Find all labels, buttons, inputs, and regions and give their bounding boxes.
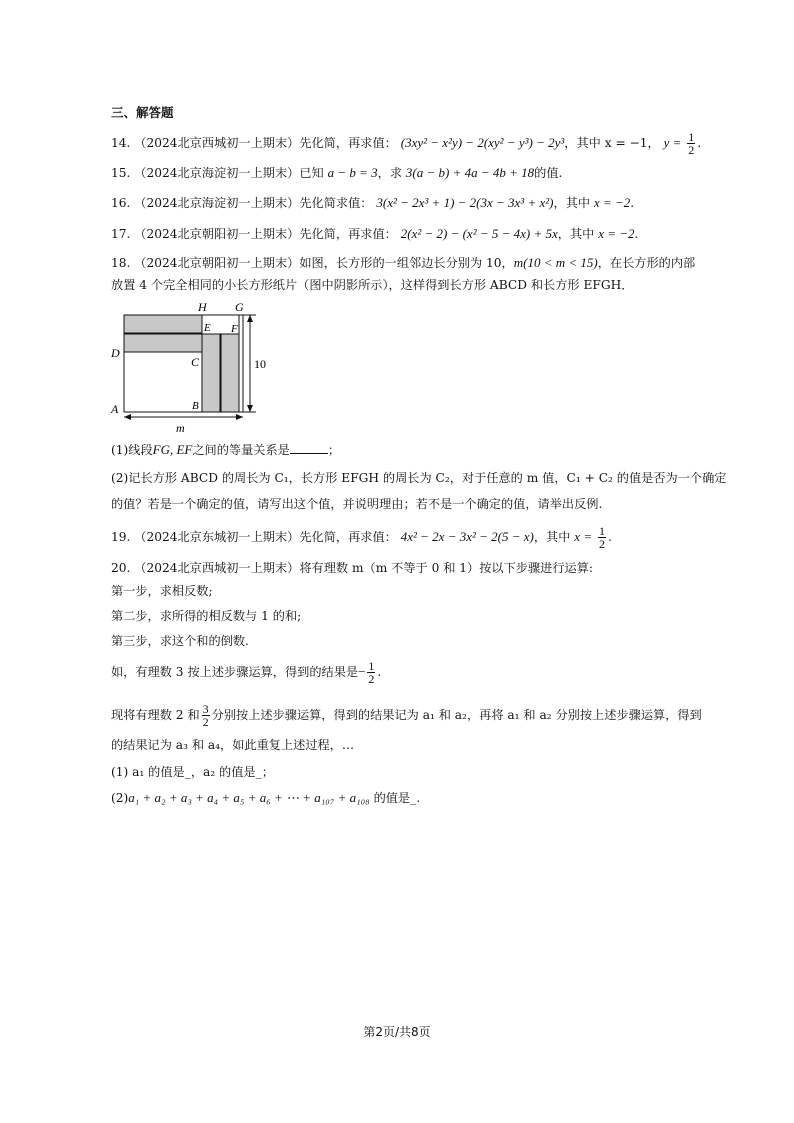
q20-number: 20. <box>111 561 131 575</box>
q15-text-2: ，求 <box>377 166 403 180</box>
q14-expression: (3xy² − x²y) − 2(xy² − y³) − 2y³ <box>400 135 565 150</box>
q20-now: 现将有理数 2 和 $\frac{3}{2}$ 分别按上述步骤运算，得到的结果记为 a₁ 和 a₂，再将 a₁ 和 a₂ 分别按上述步骤运算，得到 <box>111 702 702 729</box>
horizontal-strip-bottom <box>124 334 202 352</box>
label-side-m: m <box>176 421 185 435</box>
q18-part1-text: (1)线段 <box>111 443 153 457</box>
question-14 <box>111 131 701 156</box>
label-C: C <box>191 355 200 369</box>
q14-cond-y: y = <box>663 135 682 150</box>
q19-fraction: $\frac{1}{2}$ <box>598 524 605 551</box>
label-F: F <box>231 323 238 335</box>
section-title: 三、解答题 <box>111 105 174 120</box>
q15-expression-2: 3(a − b) + 4a − 4b + 18 <box>405 165 535 180</box>
question-20 <box>111 559 593 577</box>
arrow-down <box>247 405 253 412</box>
q18-line-2: 放置 4 个完全相同的小长方形纸片（图中阴影所示），这样得到长方形 ABCD 和长方形 EFGH． <box>111 278 634 292</box>
q20-now-line-2: 的结果记为 a₃ 和 a₄，如此重复上述过程，… <box>111 738 355 752</box>
q17-source: （2024北京朝阳初一上期末） <box>134 227 300 241</box>
q20-step-1: 第一步，求相反数; <box>111 584 213 598</box>
q16-number: 16. <box>111 196 131 210</box>
q20-source: （2024北京西城初一上期末） <box>134 561 300 575</box>
q18-part-2-line-1: (2)记长方形 ABCD 的周长为 C₁，长方形 EFGH 的周长为 C₂，对于任意的 m 值，C₁ + C₂ 的值是否为一个确定 <box>111 471 727 485</box>
q15-number: 15. <box>111 166 131 180</box>
q20-text: 将有理数 m（m 不等于 0 和 1）按以下步骤进行运算: <box>299 561 594 575</box>
question-19: 19. （2024北京东城初一上期末）先化简，再求值： 4x² − 2x − 3x² − 2(5 − x)，其中 x = $\frac{1}{2}$ . <box>111 524 612 551</box>
q18-text-2: ，在长方形的内部 <box>597 256 696 270</box>
label-G: G <box>235 300 244 314</box>
answer-blank[interactable] <box>290 441 328 454</box>
vertical-strip-right <box>221 334 239 412</box>
q17-text: 先化简，再求值： <box>299 227 397 241</box>
label-H: H <box>198 300 207 314</box>
question-17 <box>111 225 638 243</box>
q17-condition: ，其中 <box>557 227 595 241</box>
q16-cond-expr: x = −2 <box>593 195 631 210</box>
q19-number: 19. <box>111 530 131 544</box>
q20-example-fraction: $\frac{1}{2}$ <box>368 659 375 686</box>
label-A: A <box>111 402 119 416</box>
q20-part-2: (2)a₁ + a₂ + a₃ + a₄ + a₅ + a₆ + ⋯ + a₁₀₇ + a₁₀₈ 的值是_. <box>111 790 421 805</box>
q20-part2-expr: a₁ + a₂ + a₃ + a₄ + a₅ + a₆ + ⋯ + a₁₀₇ + a₁₀₈ <box>128 790 370 805</box>
rectangle-figure <box>106 298 276 438</box>
vertical-strip-left <box>202 334 220 412</box>
q15-expression-1: a − b = 3 <box>327 165 378 180</box>
q14-source: （2024北京西城初一上期末） <box>134 136 300 150</box>
q16-expression: 3(x² − 2x³ + 1) − 2(3x − 3x³ + x²) <box>376 195 554 210</box>
question-16 <box>111 194 634 212</box>
q20-now-fraction: $\frac{3}{2}$ <box>202 702 209 729</box>
q14-text: 先化简，再求值： <box>299 136 397 150</box>
q14-end: . <box>697 136 702 150</box>
label-B: B <box>192 400 199 412</box>
q18-source: （2024北京朝阳初一上期末） <box>134 256 300 270</box>
horizontal-strip-top <box>124 315 202 333</box>
q20-part-1: (1) a₁ 的值是_，a₂ 的值是_； <box>111 765 274 779</box>
q19-condition: ，其中 <box>533 530 571 544</box>
label-side-10: 10 <box>254 357 266 371</box>
q15-end: 的值. <box>534 166 563 180</box>
q18-number: 18. <box>111 256 131 270</box>
q19-expression: 4x² − 2x − 3x² − 2(5 − x) <box>400 529 534 544</box>
q16-end: . <box>630 196 635 210</box>
q18-part1-text-2: 之间的等量关系是 <box>192 443 290 457</box>
question-15 <box>111 164 562 182</box>
arrow-left <box>124 414 131 420</box>
q20-step-2: 第二步，求所得的相反数与 1 的和; <box>111 609 302 623</box>
q17-number: 17. <box>111 227 131 241</box>
q19-text: 先化简，再求值： <box>299 530 397 544</box>
q14-fraction: $\frac{1}{2}$ <box>688 130 695 157</box>
q18-part-2-line-2: 的值？若是一个确定的值，请写出这个值，并说明理由；若不是一个确定的值，请举出反例. <box>111 497 603 511</box>
q17-end: . <box>634 227 639 241</box>
question-18 <box>111 254 695 272</box>
q18-part-1: (1)线段FG, EF之间的等量关系是 ； <box>111 442 341 457</box>
page-footer: 第2页/共8页 <box>363 1025 431 1039</box>
label-D: D <box>111 346 120 360</box>
q18-cond-expr: m(10 < m < 15) <box>513 255 598 270</box>
q20-example: 如，有理数 3 按上述步骤运算，得到的结果是− $\frac{1}{2}$ . <box>111 659 382 686</box>
q17-expression: 2(x² − 2) − (x² − 5 − 4x) + 5x <box>400 226 558 241</box>
q20-step-3: 第三步，求这个和的倒数. <box>111 634 249 648</box>
q18-part1-expr: FG, EF <box>152 442 193 457</box>
q15-text: 已知 <box>299 166 324 180</box>
q15-source: （2024北京海淀初一上期末） <box>134 166 300 180</box>
q17-cond-expr: x = −2 <box>598 226 635 241</box>
q16-condition: ，其中 <box>553 196 591 210</box>
q14-number: 14. <box>111 136 131 150</box>
q16-source: （2024北京海淀初一上期末） <box>134 196 300 210</box>
q14-condition: ，其中 x = −1， <box>564 136 660 150</box>
q18-text: 如图，长方形的一组邻边长分别为 10， <box>299 256 514 270</box>
label-E: E <box>204 322 211 334</box>
arrow-up <box>247 315 253 322</box>
q19-cond-x: x = <box>574 529 593 544</box>
q19-source: （2024北京东城初一上期末） <box>134 530 300 544</box>
q16-text: 先化简求值： <box>299 196 373 210</box>
arrow-right <box>236 414 243 420</box>
